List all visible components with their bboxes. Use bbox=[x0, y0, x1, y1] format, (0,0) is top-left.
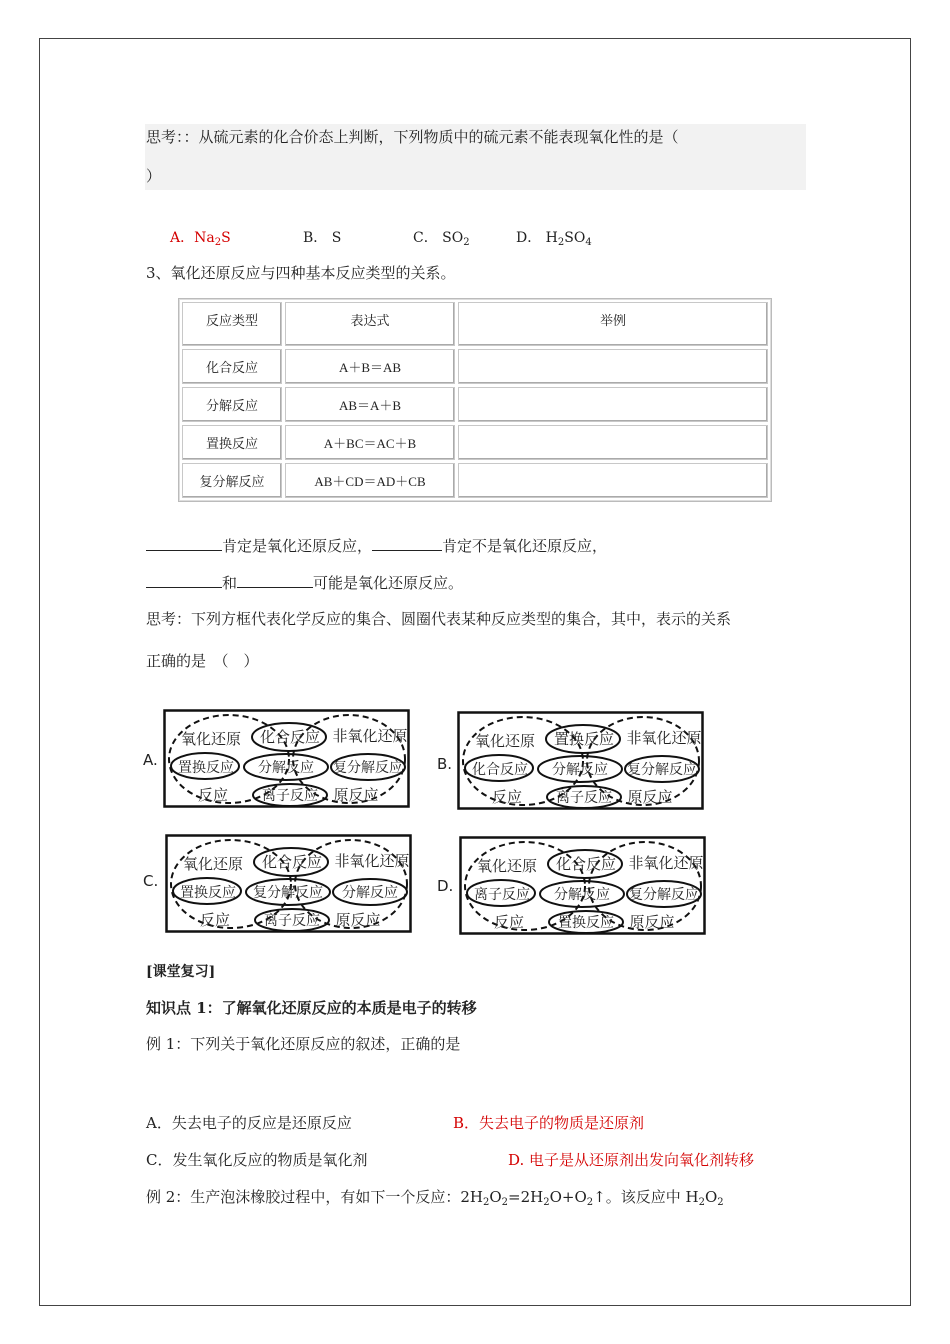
cell-example bbox=[458, 463, 768, 498]
label-redox-tail: 反应 bbox=[493, 913, 525, 931]
label-center-subset: 复分解反应 bbox=[253, 885, 323, 901]
diagram-letter: A. bbox=[143, 751, 158, 769]
label-center-subset: 分解反应 bbox=[258, 760, 314, 776]
label-non-redox: 非氧化还原 bbox=[628, 854, 704, 872]
label-bottom-subset: 离子反应 bbox=[264, 913, 320, 929]
diagram-letter: D. bbox=[437, 877, 454, 895]
example1-option-a: A．失去电子的反应是还原反应 bbox=[146, 1114, 352, 1132]
think2-line1: 思考：下列方框代表化学反应的集合、圆圈代表某种反应类型的集合，其中，表示的关系 bbox=[146, 610, 732, 628]
option-c: C． $SO_2$ bbox=[413, 230, 470, 248]
label-right-subset: 复分解反应 bbox=[629, 887, 699, 903]
knowledge-point-1: 知识点 1：了解氧化还原反应的本质是电子的转移 bbox=[146, 999, 477, 1017]
label-redox: 氧化还原 bbox=[180, 730, 242, 748]
example1-option-c: C．发生氧化反应的物质是氧化剂 bbox=[146, 1151, 368, 1169]
cell-example bbox=[458, 387, 768, 422]
label-bottom-subset: 离子反应 bbox=[262, 788, 318, 804]
label-left-subset: 置换反应 bbox=[180, 885, 236, 901]
header-expr: 表达式 bbox=[285, 302, 455, 346]
think1-line1: 思考：：从硫元素的化合价态上判断，下列物质中的硫元素不能表现氧化性的是（ bbox=[146, 128, 679, 146]
label-left-subset: 化合反应 bbox=[472, 762, 528, 778]
think1-line2: ） bbox=[146, 167, 162, 185]
table-row bbox=[182, 425, 768, 460]
blank-2[interactable] bbox=[372, 536, 442, 551]
blank-3[interactable] bbox=[146, 573, 222, 588]
cell-expr: A＋B＝AB bbox=[285, 349, 455, 384]
label-right-subset: 分解反应 bbox=[342, 885, 398, 901]
blank-4[interactable] bbox=[237, 573, 313, 588]
header-type: 反应类型 bbox=[182, 302, 282, 346]
cell-expr: A＋BC＝AC＋B bbox=[285, 425, 455, 460]
label-bottom-subset: 离子反应 bbox=[556, 790, 612, 806]
example1-option-d: D. 电子是从还原剂出发向氧化剂转移 bbox=[508, 1151, 755, 1169]
label-top-subset: 化合反应 bbox=[261, 853, 323, 871]
set-diagram bbox=[457, 711, 704, 810]
table-row bbox=[182, 387, 768, 422]
label-non-redox: 非氧化还原 bbox=[332, 727, 408, 745]
example-1: 例 1：下列关于氧化还原反应的叙述，正确的是 bbox=[146, 1035, 461, 1053]
cell-type: 化合反应 bbox=[182, 349, 282, 384]
label-redox-tail: 反应 bbox=[199, 911, 231, 929]
header-example: 举例 bbox=[458, 302, 768, 346]
label-redox: 氧化还原 bbox=[476, 857, 538, 875]
set-diagram bbox=[163, 709, 410, 808]
option-b: B． S bbox=[303, 230, 342, 246]
cell-type: 复分解反应 bbox=[182, 463, 282, 498]
blank-1[interactable] bbox=[146, 536, 222, 551]
label-non-redox: 非氧化还原 bbox=[334, 852, 410, 870]
example-2: 例 2：生产泡沫橡胶过程中，有如下一个反应：$2H_2O_2=2H_2O+O_2↑$。该反应中 $H_2O_2$ bbox=[146, 1188, 724, 1208]
fill-line-2: 和 可能是氧化还原反应。 bbox=[146, 573, 463, 592]
review-heading: [课堂复习] bbox=[146, 964, 216, 980]
label-bottom-subset: 置换反应 bbox=[558, 915, 614, 931]
table-row bbox=[182, 349, 768, 384]
label-right-subset: 复分解反应 bbox=[333, 760, 403, 776]
diagram-letter: B. bbox=[437, 755, 453, 773]
reaction-type-table bbox=[178, 298, 772, 502]
cell-expr: AB＋CD＝AD＋CB bbox=[285, 463, 455, 498]
label-non-redox-tail: 原反应 bbox=[335, 911, 381, 929]
set-diagram bbox=[459, 836, 706, 935]
label-top-subset: 化合反应 bbox=[259, 728, 321, 746]
cell-expr: AB＝A＋B bbox=[285, 387, 455, 422]
cell-example bbox=[458, 425, 768, 460]
label-left-subset: 离子反应 bbox=[474, 887, 530, 903]
option-a: A．$Na_2S$ bbox=[170, 230, 231, 248]
label-top-subset: 置换反应 bbox=[553, 730, 615, 748]
label-center-subset: 分解反应 bbox=[554, 887, 610, 903]
section3-heading: 3、氧化还原反应与四种基本反应类型的关系。 bbox=[146, 264, 456, 282]
label-redox-tail: 反应 bbox=[491, 788, 523, 806]
label-center-subset: 分解反应 bbox=[552, 762, 608, 778]
cell-example bbox=[458, 349, 768, 384]
label-right-subset: 复分解反应 bbox=[627, 762, 697, 778]
set-diagram bbox=[165, 834, 412, 933]
label-redox: 氧化还原 bbox=[474, 732, 536, 750]
cell-type: 置换反应 bbox=[182, 425, 282, 460]
fill-line-1: 肯定是氧化还原反应， 肯定不是氧化还原反应， bbox=[146, 536, 607, 555]
label-redox-tail: 反应 bbox=[197, 786, 229, 804]
option-d: D． $H_2SO_4$ bbox=[516, 230, 592, 248]
label-top-subset: 化合反应 bbox=[555, 855, 617, 873]
table-header-row bbox=[182, 302, 768, 346]
table-row bbox=[182, 463, 768, 498]
label-non-redox: 非氧化还原 bbox=[626, 729, 702, 747]
think2-line2: 正确的是 （ ） bbox=[146, 652, 259, 670]
cell-type: 分解反应 bbox=[182, 387, 282, 422]
label-non-redox-tail: 原反应 bbox=[627, 788, 673, 806]
example1-option-b: B．失去电子的物质是还原剂 bbox=[453, 1114, 645, 1132]
diagram-letter: C. bbox=[143, 872, 159, 890]
label-left-subset: 置换反应 bbox=[178, 760, 234, 776]
label-non-redox-tail: 原反应 bbox=[629, 913, 675, 931]
label-redox: 氧化还原 bbox=[182, 855, 244, 873]
label-non-redox-tail: 原反应 bbox=[333, 786, 379, 804]
